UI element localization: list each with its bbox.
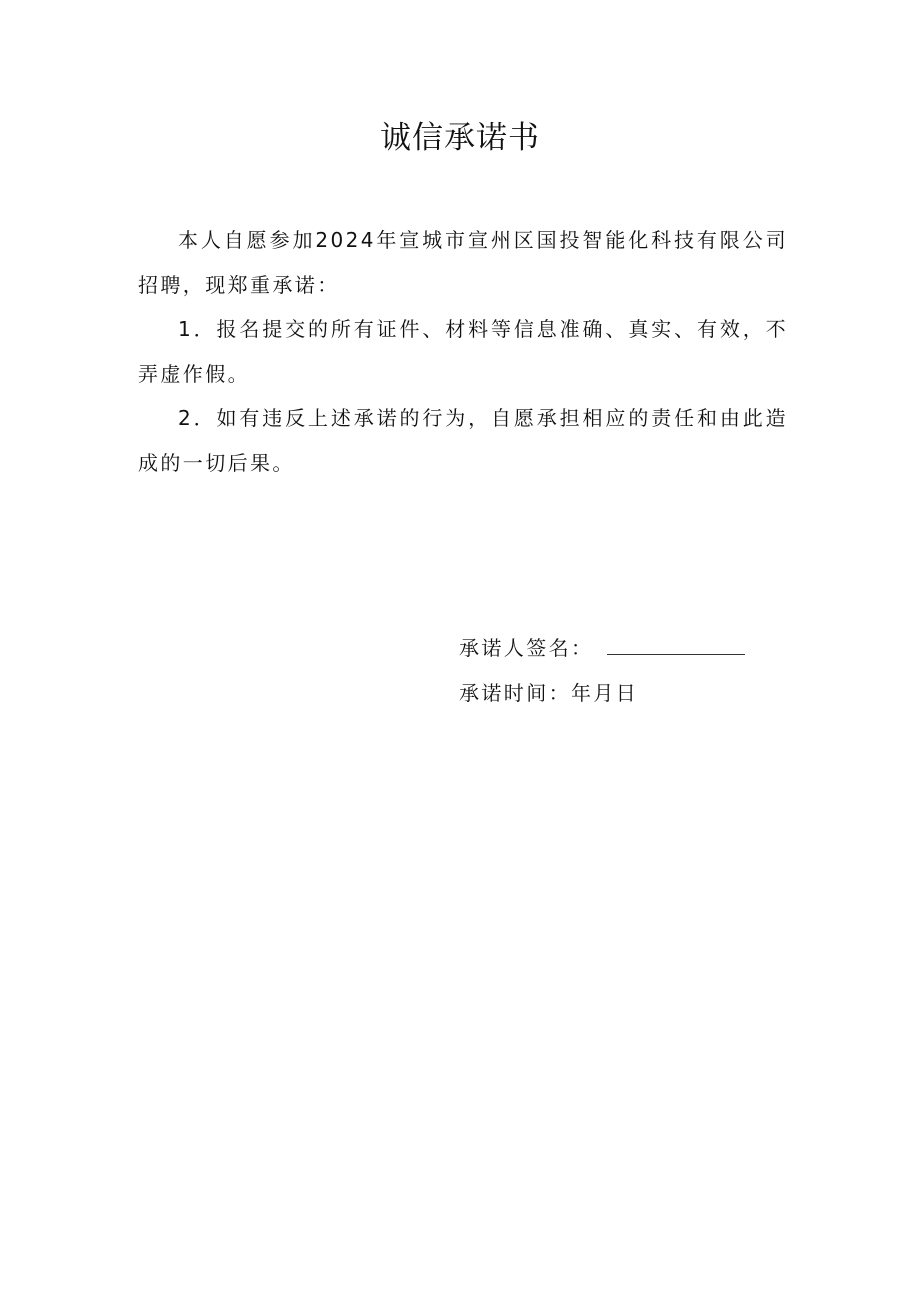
document-title: 诚信承诺书 xyxy=(380,120,540,156)
commitment-item-2: 2．如有违反上述承诺的行为，自愿承担相应的责任和由此造成的一切后果。 xyxy=(138,406,788,475)
document-body xyxy=(138,218,788,485)
date-line xyxy=(459,671,779,716)
commitment-item-1: 1．报名提交的所有证件、材料等信息准确、真实、有效，不弄虚作假。 xyxy=(138,317,788,386)
signer-label: 承诺人签名： xyxy=(459,636,594,660)
date-label: 承诺时间：年月日 xyxy=(459,680,639,705)
signature-block xyxy=(459,626,779,715)
signer-line xyxy=(459,626,779,671)
intro-paragraph: 本人自愿参加2024年宣城市宣州区国投智能化科技有限公司招聘，现郑重承诺： xyxy=(138,228,788,297)
signature-blank-line xyxy=(607,632,745,655)
